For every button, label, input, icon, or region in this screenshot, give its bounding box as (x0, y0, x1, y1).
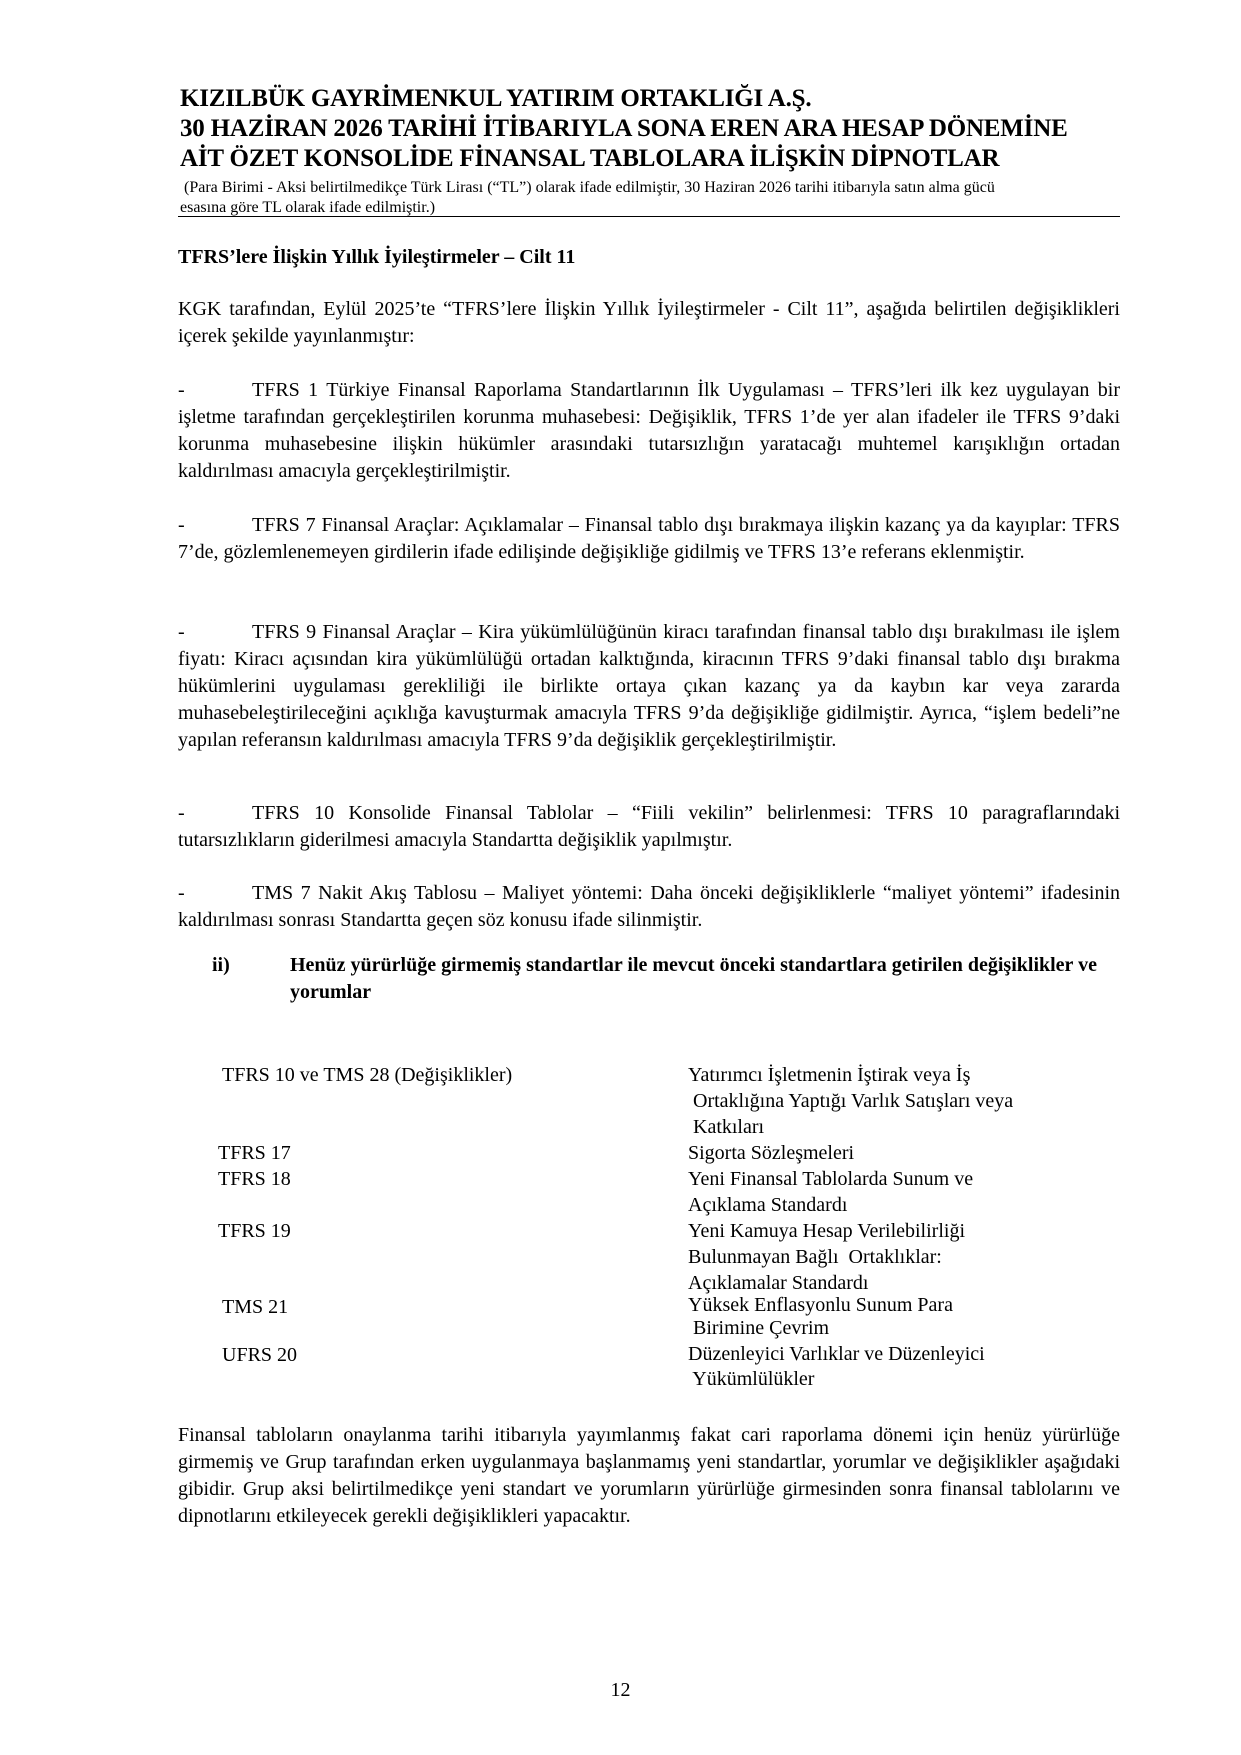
standard-description (688, 1342, 985, 1392)
amendment-text: TFRS 10 Konsolide Finansal Tablolar – “Fiili vekilin” belirlenmesi: TFRS 10 paragraflarındaki tutarsızlıkların giderilmesi amacıyla Standartta değişiklik yapılmıştır. (178, 802, 1120, 851)
description-line: Yeni Finansal Tablolarda Sunum ve (688, 1168, 974, 1190)
amendment-text: TFRS 7 Finansal Araçlar: Açıklamalar – Finansal tablo dışı bırakmaya ilişkin kazanç ya da kayıplar: TFRS 7’de, gözlemlenemeyen girdilerin ifade edilişinde değişikliğe gidilmiş ve TFRS 13’e referans eklenmiştir. (178, 514, 1120, 563)
description-line: Yükümlülükler (688, 1368, 815, 1390)
list-dash: - (178, 514, 185, 536)
standard-description (688, 1166, 973, 1218)
report-title: AİT ÖZET KONSOLİDE FİNANSAL TABLOLARA İLİŞKİN DİPNOTLAR (180, 145, 1000, 172)
header-divider (178, 216, 1120, 217)
subsection-title: Henüz yürürlüğe girmemiş standartlar ile mevcut önceki standartlara getirilen değişiklikler ve yorumlar (290, 954, 1097, 1003)
description-line: Ortaklığına Yaptığı Varlık Satışları veya (688, 1090, 1014, 1112)
description-line: Açıklama Standardı (688, 1194, 848, 1216)
closing-paragraph: Finansal tabloların onaylanma tarihi itibarıyla yayımlanmış fakat cari raporlama dönemi için henüz yürürlüğe girmemiş ve Grup tarafından erken uygulanmaya başlanmamış yeni standartlar, yorumlar ve değişiklikler aşağıdaki gibidir. Grup aksi belirtilmedikçe yeni standart ve yorumların yürürlüğe girmesinden sonra finansal tablolarını ve dipnotlarını etkileyecek gerekli değişiklikleri yapacaktır. (178, 1424, 1120, 1527)
list-dash: - (178, 379, 185, 401)
standard-code: TFRS 17 (218, 1142, 291, 1164)
currency-note-line-1: (Para Birimi - Aksi belirtilmedikçe Türk Lirası (“TL”) olarak ifade edilmiştir, 30 Haziran 2026 tarihi itibarıyla satın alma gücü (184, 179, 995, 196)
page-number: 12 (610, 1679, 631, 1701)
standard-code: TFRS 19 (218, 1220, 291, 1242)
section-title: TFRS’lere İlişkin Yıllık İyileştirmeler – Cilt 11 (178, 246, 576, 268)
description-line: Düzenleyici Varlıklar ve Düzenleyici (688, 1343, 985, 1365)
amendment-text: TFRS 9 Finansal Araçlar – Kira yükümlülüğünün kiracı tarafından finansal tablo dışı bırakılması ile işlem fiyatı: Kiracı açısından kira yükümlülüğü ortadan kalktığında, kiracının TFRS 9’daki finansal tablo dışı bırakma hükümlerini uygulaması gerekliliği ile birlikte ortaya çıkan kazanç ya da kaybın kar veya zararda muhasebeleştirileceğini açıklığa kavuşturmak amacıyla TFRS 9’da değişikliğe gidilmiştir. Ayrıca, “işlem bedeli”ne yapılan referansın kaldırılması amacıyla TFRS 9’da değişiklik gerçekleştirilmiştir. (178, 621, 1120, 751)
list-dash: - (178, 802, 185, 824)
currency-note (180, 178, 1130, 218)
standard-code: UFRS 20 (222, 1344, 298, 1366)
standard-code: TMS 21 (222, 1296, 289, 1318)
intro-paragraph: KGK tarafından, Eylül 2025’te “TFRS’lere İlişkin Yıllık İyileştirmeler - Cilt 11”, aşağıda belirtilen değişiklikleri içerek şekilde yayınlanmıştır: (178, 298, 1120, 347)
standard-description (688, 1062, 1013, 1140)
description-line: Yatırımcı İşletmenin İştirak veya İş (688, 1064, 971, 1086)
list-dash: - (178, 621, 185, 643)
description-line: Açıklamalar Standardı (688, 1272, 869, 1294)
description-line: Sigorta Sözleşmeleri (688, 1142, 855, 1164)
amendment-item-tfrs7 (178, 512, 1120, 566)
currency-note-line-2: esasına göre TL olarak ifade edilmiştir.) (180, 199, 436, 216)
subsection-number: ii) (212, 954, 230, 976)
list-dash: - (178, 882, 185, 904)
description-line: Yeni Kamuya Hesap Verilebilirliği (688, 1220, 966, 1242)
amendment-item-tfrs10 (178, 800, 1120, 854)
standard-description (688, 1140, 854, 1166)
amendment-text: TMS 7 Nakit Akış Tablosu – Maliyet yöntemi: Daha önceki değişikliklerle “maliyet yöntemi” ifadesinin kaldırılması sonrası Standartta geçen söz konusu ifade silinmiştir. (178, 882, 1120, 931)
description-line: Birimine Çevrim (688, 1317, 830, 1339)
amendment-item-tfrs1 (178, 377, 1120, 485)
standard-code: TFRS 10 ve TMS 28 (Değişiklikler) (222, 1064, 513, 1086)
amendment-item-tfrs9 (178, 619, 1120, 754)
standard-description (688, 1294, 953, 1340)
standard-code: TFRS 18 (218, 1168, 291, 1190)
company-name: KIZILBÜK GAYRİMENKUL YATIRIM ORTAKLIĞI A.Ş. (180, 85, 812, 112)
description-line: Yüksek Enflasyonlu Sunum Para (688, 1294, 953, 1316)
period-heading: 30 HAZİRAN 2026 TARİHİ İTİBARIYLA SONA EREN ARA HESAP DÖNEMİNE (180, 115, 1068, 142)
report-header (180, 84, 1120, 174)
amendment-text: TFRS 1 Türkiye Finansal Raporlama Standartlarının İlk Uygulaması – TFRS’leri ilk kez uygulayan bir işletme tarafından gerçekleştirilen korunma muhasebesi: Değişiklik, TFRS 1’de yer alan ifadeler ile TFRS 9’daki korunma muhasebesine ilişkin hükümler arasındaki tutarsızlığın yaratacağı muhtemel karışıklığın ortadan kaldırılması amacıyla gerçekleştirilmiştir. (178, 379, 1120, 482)
description-line: Bulunmayan Bağlı Ortaklıklar: (688, 1246, 942, 1268)
description-line: Katkıları (688, 1116, 765, 1138)
standard-description (688, 1218, 965, 1296)
amendment-item-tms7 (178, 880, 1120, 934)
